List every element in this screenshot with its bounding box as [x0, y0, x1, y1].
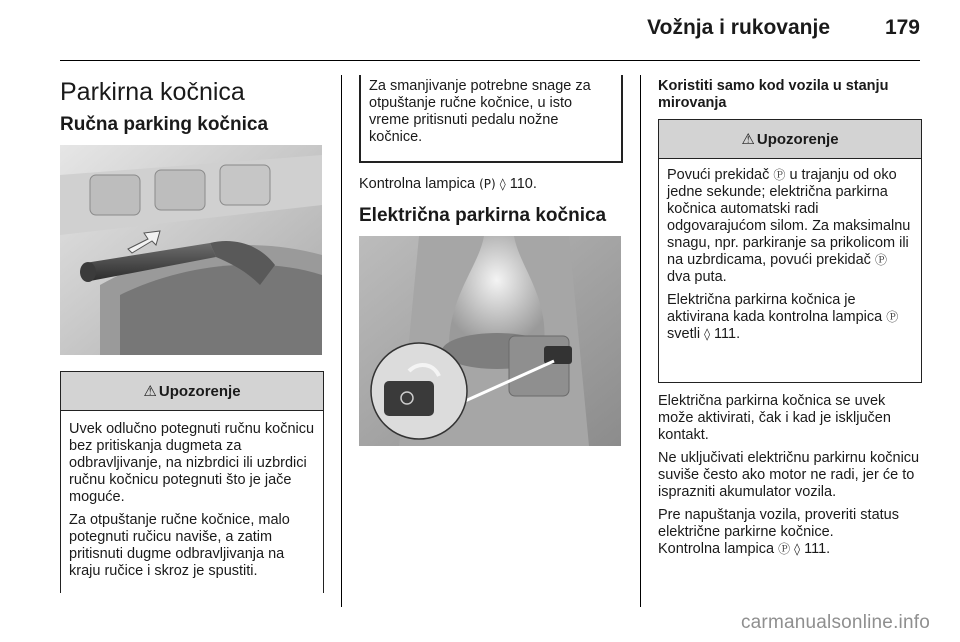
warning-text: svetli [667, 326, 701, 342]
note-box [359, 75, 623, 163]
warning-header [659, 120, 921, 159]
warning-icon: ⚠ [741, 131, 755, 148]
watermark: carmanualsonline.info [740, 612, 930, 633]
handbrake-illustration [60, 145, 322, 355]
electric-brake-illustration [359, 236, 621, 446]
warning-text: Električna parkirna kočnica je aktivirana kada kontrolna lampica [667, 292, 883, 325]
warning-text: u trajanju od oko jedne sekunde; električna parkirna kočnica automatski radi odgovarajućom silom. Za maksimalnu snagu, npr. parkiranje sa prikolicom ili na uzbrdicama, povući prekidač [667, 167, 911, 268]
lamp-reference-line [359, 176, 621, 193]
handbrake-photo [60, 145, 322, 355]
paragraph-status: Pre napuštanja vozila, proveriti status električne parkirne kočnice. [658, 507, 899, 540]
header-rule [60, 60, 920, 61]
column-divider-2 [640, 75, 641, 607]
brake-switch-icon: Ⓟ [778, 542, 791, 556]
warning-text: Povući prekidač [667, 167, 770, 183]
column-divider-1 [341, 75, 342, 607]
lamp-reference-text: Kontrolna lampica [359, 176, 476, 192]
note-text: Za smanjivanje potrebne snage za otpuštanje ručne kočnice, u isto vreme pritisnuti pedalu nožne kočnice. [369, 78, 591, 145]
brake-lamp-icon: (P) [479, 177, 496, 191]
warning-paragraph-2 [667, 292, 913, 343]
paragraph-lamp-ref [658, 541, 924, 558]
lamp-reference-page: 111. [804, 541, 831, 557]
page-ref-arrow-icon: ◊ [499, 177, 506, 191]
brake-switch-icon: Ⓟ [874, 253, 887, 267]
running-header-title: Vožnja i rukovanje [647, 16, 830, 39]
lamp-reference-text: Kontrolna lampica [658, 541, 775, 557]
body-text-column-3 [658, 393, 924, 558]
usage-note: Koristiti samo kod vozila u stanju mirovanja [658, 78, 889, 111]
warning-paragraph-1 [667, 167, 913, 286]
lamp-reference-page: 110. [509, 176, 537, 192]
warning-title: Upozorenje [756, 130, 839, 148]
subsection-heading-electric: Električna parkirna kočnica [359, 205, 607, 226]
warning-text: dva puta. [667, 269, 727, 285]
brake-switch-icon: Ⓟ [886, 310, 899, 324]
section-heading: Parkirna kočnica [60, 78, 245, 106]
warning-box-electric [658, 119, 922, 383]
warning-box-handbrake [60, 371, 324, 593]
page-ref-arrow-icon: ◊ [794, 542, 801, 556]
subsection-heading-manual: Ručna parking kočnica [60, 114, 269, 135]
warning-icon: ⚠ [143, 383, 157, 400]
warning-header [61, 372, 323, 411]
warning-title: Upozorenje [158, 382, 241, 400]
paragraph-activation: Električna parkirna kočnica se uvek može aktivirati, čak i kad je isključen kontakt. [658, 393, 891, 443]
paragraph-battery: Ne uključivati električnu parkirnu kočnicu suviše često ako motor ne radi, jer će to isprazniti akumulator vozila. [658, 450, 920, 500]
warning-paragraph-2: Za otpuštanje ručne kočnice, malo potegnuti ručicu naviše, a zatim pritisnuti dugme odbravljivanja na kraju ručice i skroz je spustiti. [69, 512, 290, 579]
brake-switch-icon: Ⓟ [773, 168, 786, 182]
warning-text: 111. [714, 326, 741, 342]
page-number: 179 [884, 16, 920, 39]
electric-brake-photo [359, 236, 621, 446]
warning-paragraph-1: Uvek odlučno potegnuti ručnu kočnicu bez pritiskanja dugmeta za odbravljivanje, na nizbrdici ili uzbrdici ručnu kočnicu potegnuti što je jače moguće. [69, 421, 315, 505]
page-ref-arrow-icon: ◊ [704, 327, 711, 341]
